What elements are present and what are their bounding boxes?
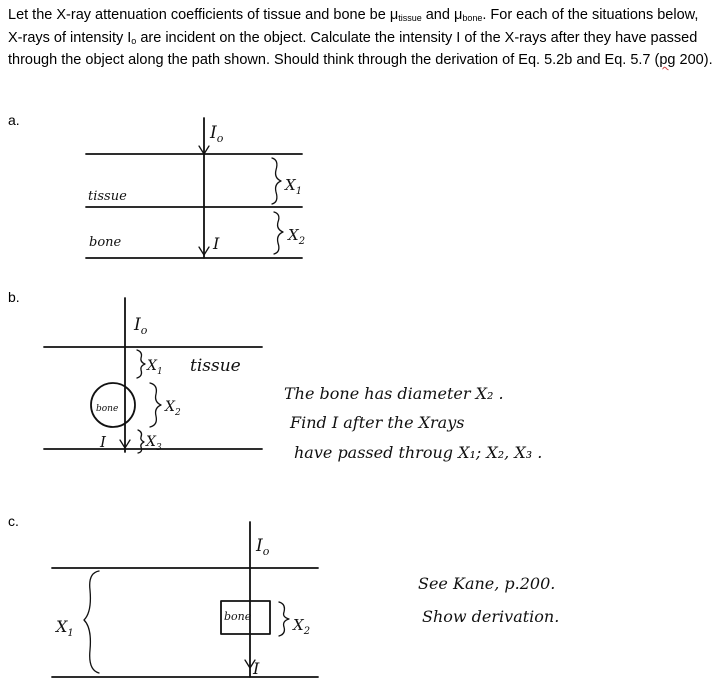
intensity-subscript: o bbox=[131, 35, 137, 46]
part-b-x3-label: $X_3$ bbox=[146, 434, 162, 453]
part-a-diagram bbox=[86, 118, 305, 258]
part-c-bone-label: bone bbox=[224, 610, 252, 623]
close-paren: ). bbox=[703, 52, 713, 68]
part-a-exit-label: I bbox=[213, 234, 220, 253]
part-b-note-line-2: Find I after the Xrays bbox=[290, 413, 465, 432]
part-b-note-line-3: have passed throug X₁; X₂, X₃ . bbox=[294, 443, 543, 462]
part-c-note-line-1: See Kane, p.200. bbox=[418, 574, 556, 593]
intro-text-2: . For each of the situations below, X-rays of intensity I bbox=[8, 7, 699, 46]
part-a-tissue-label: tissue bbox=[88, 189, 127, 204]
part-a-incident-label: $I_o$ bbox=[210, 123, 224, 145]
part-c-label: c. bbox=[8, 513, 19, 529]
intro-text-3: are incident on the object. Calculate the intensity I of the X-rays after they have passed through the object along the path shown. Should think through the derivation of Eq. 5.2b and Eq. 5.7 ( bbox=[8, 29, 698, 68]
part-c-x1-brace bbox=[84, 571, 99, 673]
part-a-x1-brace bbox=[272, 158, 281, 204]
part-b-x1-label: $X_1$ bbox=[147, 358, 163, 377]
intro-text-1: Let the X-ray attenuation coefficients of tissue and bone be bbox=[8, 7, 390, 23]
part-c-x1-label: $X_1$ bbox=[56, 617, 74, 639]
part-b-x2-label: $X_2$ bbox=[165, 399, 181, 418]
part-a-x2-label: $X_2$ bbox=[288, 226, 306, 247]
part-b-bone-label: bone bbox=[96, 404, 119, 414]
part-c-diagram bbox=[52, 522, 559, 678]
part-a-x1-label: $X_1$ bbox=[285, 176, 303, 197]
part-c-x2-brace bbox=[279, 602, 289, 636]
mu-tissue-symbol: μ bbox=[389, 7, 399, 23]
part-b-x1-brace bbox=[137, 350, 145, 378]
and-text: and bbox=[421, 7, 454, 23]
part-c-exit-label: I bbox=[253, 659, 260, 678]
part-c-incident-label: $I_o$ bbox=[256, 536, 270, 558]
part-b-diagram bbox=[44, 298, 542, 462]
part-b-label: b. bbox=[8, 289, 20, 305]
part-b-exit-label: I bbox=[100, 433, 106, 451]
mu-bone-subscript: bone bbox=[462, 13, 483, 23]
part-b-incident-label: $I_o$ bbox=[134, 315, 148, 337]
mu-bone-symbol: μ bbox=[453, 7, 463, 23]
part-a-x2-brace bbox=[274, 212, 283, 254]
part-b-tissue-label: tissue bbox=[190, 356, 241, 376]
part-c-x2-label: $X_2$ bbox=[293, 616, 311, 637]
part-c-note-line-2: Show derivation. bbox=[422, 607, 560, 626]
pg-abbrev: pg bbox=[659, 52, 676, 68]
part-a-label: a. bbox=[8, 112, 20, 128]
part-b-x2-brace bbox=[150, 383, 161, 427]
part-a-bone-label: bone bbox=[89, 235, 122, 250]
mu-tissue-subscript: tissue bbox=[398, 13, 422, 23]
page-number: 200 bbox=[675, 52, 704, 68]
part-b-note-line-1: The bone has diameter X₂ . bbox=[284, 384, 504, 403]
